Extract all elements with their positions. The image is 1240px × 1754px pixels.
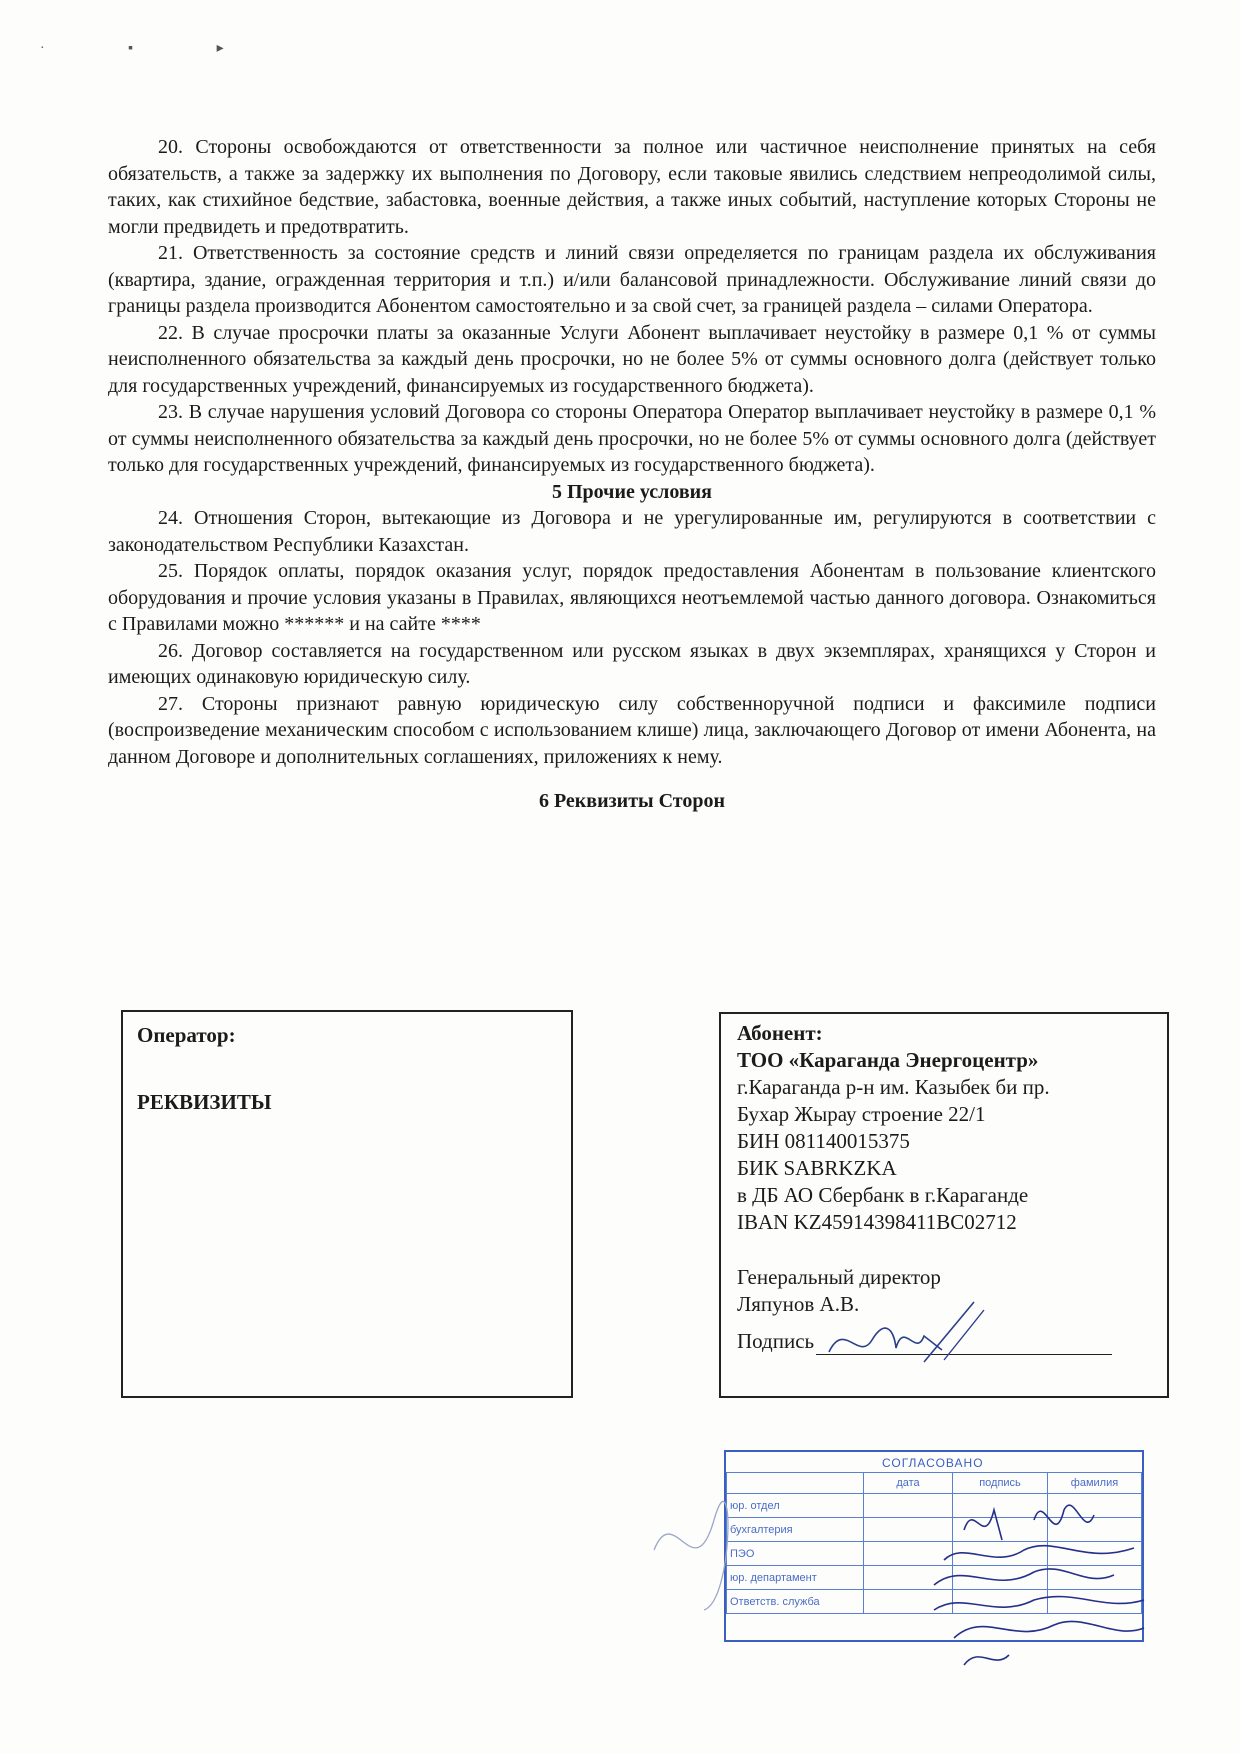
stamp-row-label: ПЭО bbox=[727, 1542, 864, 1566]
section-6-title: 6 Реквизиты Сторон bbox=[538, 790, 726, 812]
stamp-row-label: юр. отдел bbox=[727, 1494, 864, 1518]
abonent-director: Ляпунов А.В. bbox=[737, 1292, 860, 1316]
stamp-row-label: бухгалтерия bbox=[727, 1518, 864, 1542]
abonent-heading: Абонент: bbox=[737, 1021, 823, 1045]
section-5-title: 5 Прочие условия bbox=[552, 480, 712, 503]
stamp-row-label: юр. департамент bbox=[727, 1566, 864, 1590]
clause-24: 24. Отношения Сторон, вытекающие из Договора и не урегулированные им, регулируются в соответствии с законодательством Республики Казахстан. bbox=[108, 507, 1156, 556]
abonent-address-line-2: Бухар Жырау строение 22/1 bbox=[737, 1102, 986, 1126]
scan-specks: · ▪ ▸ bbox=[40, 41, 264, 56]
abonent-bank: в ДБ АО Сбербанк в г.Караганде bbox=[737, 1183, 1029, 1207]
stamp-col-surname: фамилия bbox=[1048, 1473, 1142, 1494]
clause-21: 21. Ответственность за состояние средств и линий связи определяется по границам раздела их обслуживания (квартира, здание, огражденная территория и т.п.) и/или балансовой принадлежности. Обслуживание линий связи до границы раздела производится Абонентом самостоятельно и за свой счет, за границей раздела – силами Оператора. bbox=[108, 242, 1156, 317]
stamp-row-label: Ответств. служба bbox=[727, 1590, 864, 1614]
operator-requisites: РЕКВИЗИТЫ bbox=[137, 1090, 272, 1114]
clause-27: 27. Стороны признают равную юридическую силу собственноручной подписи и факсимиле подписи (воспроизведение механическим способом с использованием клише) лица, заключающего Договор от имени Абонента, на данном Договоре и дополнительных соглашениях, приложениях к нему. bbox=[108, 692, 1156, 768]
signature-row bbox=[737, 1328, 1151, 1355]
abonent-position: Генеральный директор bbox=[737, 1265, 941, 1289]
clause-22: 22. В случае просрочки платы за оказанные Услуги Абонент выплачивает неустойку в размере 0,1 % от суммы неисполненного обязательства за каждый день просрочки, но не более 5% от суммы основного долга (действует только для государственных учреждений, финансируемых из государственного бюджета). bbox=[108, 321, 1156, 397]
signature-label: Подпись bbox=[737, 1329, 815, 1353]
stamp-col-date: дата bbox=[864, 1473, 953, 1494]
clause-26: 26. Договор составляется на государственном или русском языках в двух экземплярах, хранящихся у Сторон и имеющих одинаковую юридическую силу. bbox=[108, 639, 1156, 688]
approval-stamp bbox=[724, 1450, 1144, 1660]
abonent-bin: БИН 081140015375 bbox=[737, 1129, 910, 1153]
handwritten-signature bbox=[824, 1300, 994, 1370]
operator-heading: Оператор: bbox=[137, 1023, 236, 1047]
abonent-iban: IBAN KZ45914398411BC02712 bbox=[737, 1210, 1017, 1234]
operator-requisites-box bbox=[121, 1010, 573, 1398]
stamp-handwriting bbox=[634, 1460, 1144, 1670]
stamp-col-signature: подпись bbox=[953, 1473, 1048, 1494]
contract-body bbox=[108, 134, 1156, 815]
abonent-address-line-1: г.Караганда р-н им. Казыбек би пр. bbox=[737, 1075, 1050, 1099]
abonent-bik: БИК SABRKZKA bbox=[737, 1156, 897, 1180]
clause-25: 25. Порядок оплаты, порядок оказания услуг, порядок предоставления Абонентам в пользование клиентского оборудования и прочие условия указаны в Правилах, являющихся неотъемлемой частью данного договора. Ознакомиться с Правилами можно ****** и на сайте **** bbox=[108, 560, 1156, 635]
abonent-company: ТОО «Караганда Энергоцентр» bbox=[737, 1048, 1039, 1072]
clause-20: 20. Стороны освобождаются от ответственности за полное или частичное неисполнение принятых на себя обязательств, а также за задержку их выполнения по Договору, если таковые явились следствием непреодолимой силы, таких, как стихийное бедствие, забастовка, военные действия, а также иных событий, наступление которых Стороны не могли предвидеть и предотвратить. bbox=[108, 136, 1156, 238]
clause-23: 23. В случае нарушения условий Договора со стороны Оператора Оператор выплачивает неустойку в размере 0,1 % от суммы неисполненного обязательства за каждый день просрочки, но не более 5% от суммы основного долга (действует только для государственных учреждений, финансируемых из государственного бюджета). bbox=[108, 401, 1156, 476]
abonent-requisites-box bbox=[719, 1012, 1169, 1398]
signature-line bbox=[816, 1328, 1112, 1355]
stamp-title: СОГЛАСОВАНО bbox=[882, 1456, 984, 1470]
